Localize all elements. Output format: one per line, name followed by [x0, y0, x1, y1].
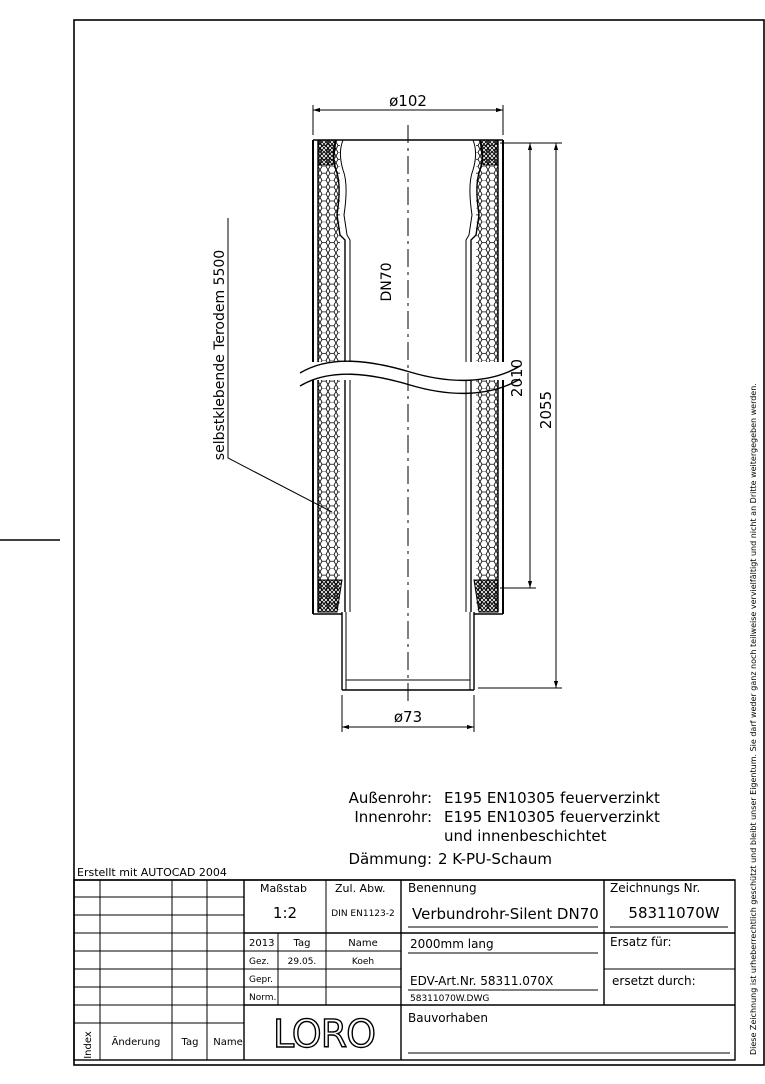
- revision-index-label: Index: [83, 1031, 94, 1059]
- material-label-1: Innenrohr:: [354, 808, 432, 826]
- dim-length-outer: 2055: [537, 390, 555, 430]
- revision-day-label: Tag: [181, 1037, 199, 1048]
- label-adhesive: selbstklebende Terodem 5500: [212, 249, 228, 461]
- length-value: 2000mm lang: [410, 937, 494, 951]
- dim-outer-diameter: ø102: [389, 92, 427, 110]
- tolerance-value: DIN EN1123-2: [331, 909, 395, 919]
- copyright-note: Diese Zeichnung ist urheberrechtlich geschützt und bleibt unser Eigentum. Sie darf weder ganz noch teilweise vervielfältigt und nicht an Dritte weitergegeben werden.: [749, 383, 758, 1055]
- edv-value: EDV-Art.Nr. 58311.070X: [410, 974, 554, 988]
- year: 2013: [249, 938, 275, 949]
- dim-inner-diameter: ø73: [393, 708, 423, 726]
- material-value-3: 2 K-PU-Schaum: [438, 850, 553, 868]
- checked-label: Gepr.: [249, 975, 273, 985]
- drawing-no-label: Zeichnungs Nr.: [610, 881, 701, 895]
- name-value: Verbundrohr-Silent DN70: [412, 905, 599, 923]
- material-value-1: E195 EN10305 feuerverzinkt: [444, 808, 660, 826]
- replaced-by-label: ersetzt durch:: [612, 974, 696, 988]
- revision-name-label: Name: [213, 1037, 243, 1048]
- drawing-no-value: 58311070W: [628, 904, 720, 922]
- project-label: Bauvorhaben: [408, 1011, 488, 1025]
- replacement-for-label: Ersatz für:: [610, 935, 672, 949]
- logo-text: LORO: [272, 1012, 376, 1056]
- tolerance-label: Zul. Abw.: [335, 882, 386, 895]
- title-block: [74, 866, 735, 1060]
- dwg-value: 58311070W.DWG: [410, 994, 490, 1004]
- pipe-drawing: [300, 125, 520, 705]
- created-with: Erstellt mit AUTOCAD 2004: [77, 866, 227, 879]
- name-col-label: Name: [348, 938, 378, 949]
- material-label-3: Dämmung:: [348, 850, 432, 868]
- material-label-0: Außenrohr:: [348, 789, 432, 807]
- material-value-0: E195 EN10305 feuerverzinkt: [444, 789, 660, 807]
- day-label: Tag: [293, 938, 311, 949]
- label-dn: DN70: [379, 262, 395, 302]
- material-notes: [348, 789, 660, 868]
- drawn-label: Gez.: [249, 957, 270, 967]
- norm-label: Norm.: [249, 993, 277, 1003]
- material-value-2: und innenbeschichtet: [444, 827, 607, 845]
- revision-change-label: Änderung: [111, 1037, 161, 1048]
- name-label: Benennung: [408, 881, 477, 895]
- scale-value: 1:2: [272, 904, 298, 922]
- dimensions: [212, 92, 562, 732]
- drawn-date: 29.05.: [287, 957, 317, 967]
- loro-logo: [273, 1012, 375, 1056]
- drawn-name: Koeh: [351, 957, 375, 967]
- dim-length-inner: 2010: [508, 358, 526, 398]
- scale-label: Maßstab: [260, 882, 307, 895]
